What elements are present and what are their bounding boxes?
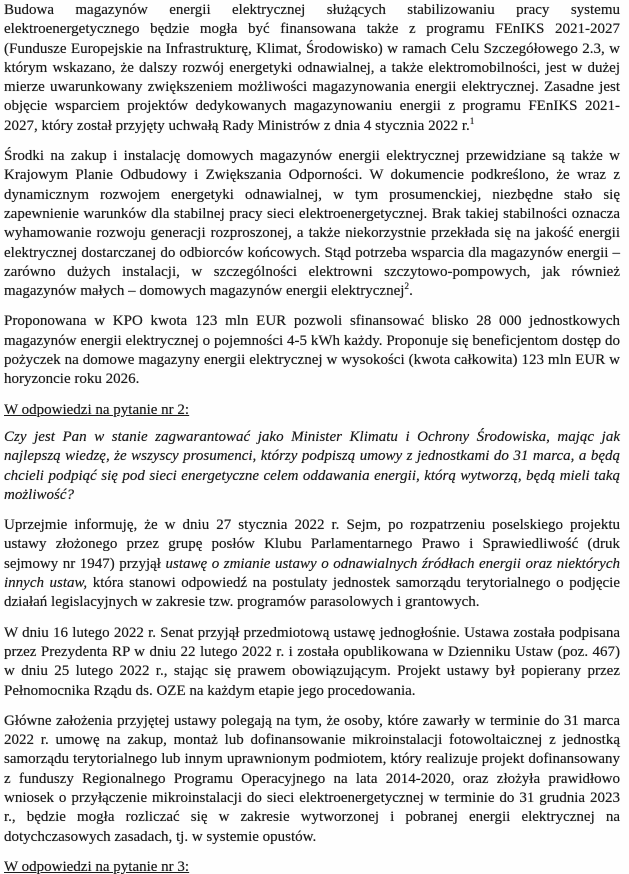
question-text: Czy jest Pan w stanie zagwarantować jako Minister Klimatu i Ochrony Środowiska, mając jak najlepszą wiedzę, że wszyscy prosumenci, którzy podpiszą umowy z jednostkami do 31 marca, a będą chcieli podpiąć się pod sieci energetyczne celem oddawania energii, którą wytworzą, będą mieli taką możliwość? (4, 428, 620, 503)
act-title-citation: ustawę o zmianie ustawy o odnawialnych źródłach energii oraz niektórych innych ustaw, (4, 555, 620, 592)
paragraph-kpo-amount (4, 312, 620, 389)
paragraph-sejm-act (4, 516, 620, 612)
paragraph-text: która stanowi odpowiedź na postulaty jednostek samorządu terytorialnego o podjęcie działań legislacyjnych w zakresie tzw. programów parasolowych i grantowych. (4, 575, 620, 611)
footnote-ref-2: 2 (404, 282, 410, 293)
paragraph-senat-signing (4, 624, 620, 701)
heading-answer-question-2 (4, 401, 620, 420)
paragraph-text: Uprzejmie informuję, że w dniu 27 stycznia 2022 r. Sejm, po rozpatrzeniu poselskiego projektu ustawy złożonego przez grupę posłów Klubu Parlamentarnego Prawo i Sprawiedliwość (druk sejmowy nr 1947) przyjął (4, 517, 620, 572)
paragraph-text: Proponowana w KPO kwota 123 mln EUR pozwoli sfinansować blisko 28 000 jednostkowych magazynów energii elektrycznej o pojemności 4-5 kWh każdy. Proponuje się beneficjentom dostęp do pożyczek na domowe magazyny energii elektrycznej w wysokości (kwota całkowita) 123 mln EUR w horyzoncie roku 2026. (4, 313, 620, 388)
paragraph-text: W dniu 16 lutego 2022 r. Senat przyjął przedmiotową ustawę jednogłośnie. Ustawa została podpisana przez Prezydenta RP w dniu 22 lutego 2022 r. i została opublikowana w Dzienniku Ustaw (poz. 467) w dniu 25 lutego 2022 r., stając się prawem obowiązującym. Projekt ustawy był popierany przez Pełnomocnika Rządu ds. OZE na każdym etapie jego procedowania. (4, 624, 620, 699)
footnote-ref-1: 1 (469, 116, 475, 127)
paragraph-text: Główne założenia przyjętej ustawy polegają na tym, że osoby, które zawarły w terminie do 31 marca 2022 r. umowę na zakup, montaż lub dofinansowanie mikroinstalacji fotowoltaicznej z jednostką samorządu terytorialnego lub innym uprawnionym podmiotem, który realizuje projekt dofinansowany z funduszy Regionalnego Programu Operacyjnego na lata 2014-2020, oraz złożyła prawidłowo wniosek o przyłączenie mikroinstalacji do sieci elektroenergetycznej w terminie do 31 grudnia 2023 r., będzie mogła rozliczać się w zakresie wytworzonej i pobranej energii elektrycznej na dotychczasowych zasadach, tj. w systemie opustów. (4, 712, 620, 845)
heading-answer-question-3 (4, 858, 620, 874)
paragraph-feniks-funding (4, 1, 620, 136)
paragraph-question-2 (4, 428, 620, 505)
paragraph-text: Budowa magazynów energii elektrycznej służących stabilizowaniu pracy systemu elektroenergetycznego będzie mogła być finansowana także z programu FEnIKS 2021-2027 (Fundusze Europejskie na Infrastrukturę, Klimat, Środowisko) w ramach Celu Szczegółowego 2.3, w którym wskazano, że dalszy rozwój energetyki odnawialnej, a także elektromobilności, jest w dużej mierze uwarunkowany zwiększeniem możliwości magazynowania energii elektrycznej. Zasadne jest objęcie wsparciem projektów dedykowanych magazynowaniu energii z programu FEnIKS 2021-2027, który został przyjęty uchwałą Rady Ministrów z dnia 4 stycznia 2022 r. (4, 2, 620, 134)
paragraph-kpo-storage (4, 147, 620, 301)
paragraph-text: Środki na zakup i instalację domowych magazynów energii elektrycznej przewidziane są także w Krajowym Planie Odbudowy i Zwiększania Odporności. W dokumencie podkreślono, że wraz z dynamicznym rozwojem energetyki odnawialnej, w tym prosumenckiej, niezbędne stało się zapewnienie warunków dla stabilnej pracy sieci elektroenergetycznej. Brak takiej stabilności oznacza wyhamowanie rozwoju generacji rozproszonej, a także niekorzystnie przekłada się na jakość energii elektrycznej dostarczanej do odbiorców końcowych. Stąd potrzeba wsparcia dla magazynów energii – zarówno dużych instalacji, w szczególności elektrowni szczytowo-pompowych, jak również magazynów małych – domowych magazynów energii elektrycznej (4, 148, 620, 300)
heading-text: W odpowiedzi na pytanie nr 3: (4, 858, 190, 874)
heading-text: W odpowiedzi na pytanie nr 2: (4, 401, 190, 418)
paragraph-act-provisions (4, 712, 620, 847)
paragraph-text-end: . (409, 283, 413, 300)
